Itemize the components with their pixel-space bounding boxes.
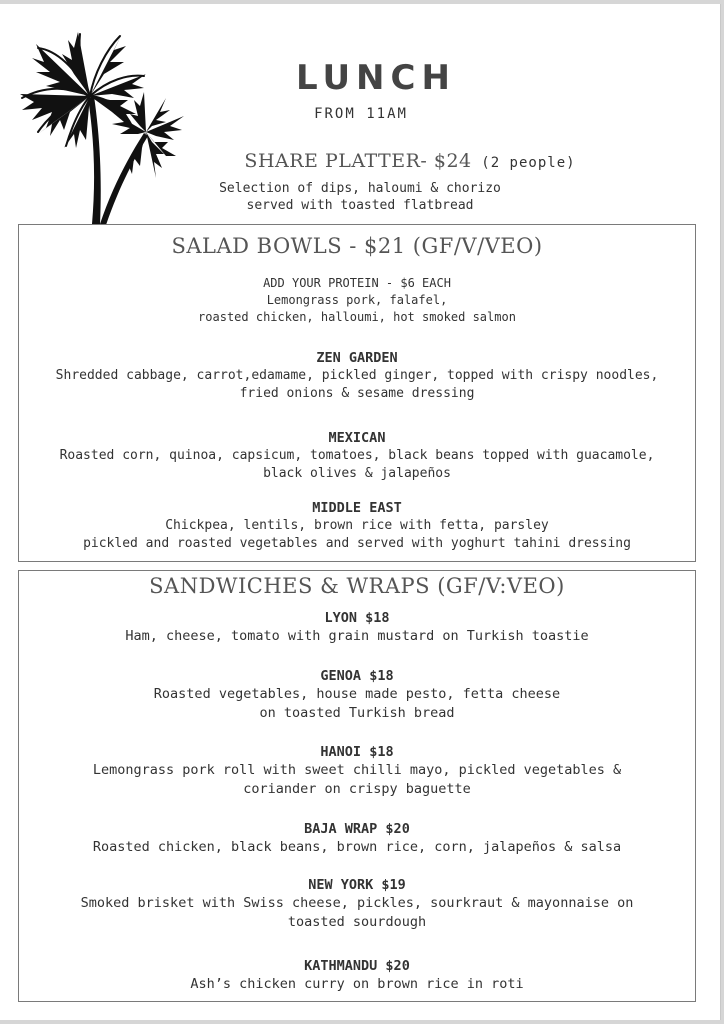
- share-platter-desc-line1: Selection of dips, haloumi & chorizo: [219, 181, 501, 196]
- item-desc-line2: fried onions & sesame dressing: [239, 385, 475, 401]
- protein-line1: Lemongrass pork, falafel,: [266, 293, 448, 307]
- list-item: [19, 820, 695, 857]
- item-desc-line1: Shredded cabbage, carrot,edamame, pickled ginger, topped with crispy noodles,: [55, 368, 659, 383]
- list-item: [19, 609, 695, 646]
- list-item: [19, 499, 695, 552]
- list-item: [19, 429, 695, 482]
- item-name: BAJA WRAP $20: [304, 821, 410, 837]
- menu-subtitle: FROM 11AM: [314, 106, 408, 122]
- menu-page: [0, 4, 721, 1020]
- item-desc-line2: black olives & jalapeños: [263, 465, 451, 481]
- protein-line2: roasted chicken, halloumi, hot smoked salmon: [198, 310, 516, 324]
- item-name: KATHMANDU $20: [304, 958, 410, 974]
- list-item: [19, 957, 695, 994]
- item-desc-line1: Smoked brisket with Swiss cheese, pickles, sourkraut & mayonnaise on: [80, 895, 634, 911]
- item-name: MEXICAN: [328, 430, 386, 446]
- share-platter-people: (2 people): [481, 155, 576, 171]
- list-item: [19, 349, 695, 402]
- item-desc-line2: coriander on crispy baguette: [243, 781, 471, 797]
- item-desc-line1: Lemongrass pork roll with sweet chilli mayo, pickled vegetables &: [92, 762, 622, 778]
- item-desc-line1: Ham, cheese, tomato with grain mustard on Turkish toastie: [125, 628, 589, 644]
- salad-bowls-heading: SALAD BOWLS - $21 (GF/V/VEO): [171, 234, 543, 258]
- item-desc-line2: pickled and roasted vegetables and served with yoghurt tahini dressing: [83, 535, 631, 551]
- item-desc-line1: Ash’s chicken curry on brown rice in roti: [190, 976, 524, 992]
- share-platter-heading: [150, 150, 670, 172]
- item-desc-line1: Roasted vegetables, house made pesto, fetta cheese: [153, 686, 561, 702]
- sandwiches-heading: SANDWICHES & WRAPS (GF/V:VEO): [149, 574, 565, 598]
- item-name: NEW YORK $19: [308, 877, 406, 893]
- item-desc-line2: on toasted Turkish bread: [259, 705, 455, 721]
- list-item: [19, 743, 695, 799]
- item-name: MIDDLE EAST: [312, 500, 402, 516]
- menu-title-block: [296, 56, 456, 100]
- item-name: ZEN GARDEN: [316, 350, 398, 366]
- share-platter-description: [150, 180, 570, 214]
- item-desc-line2: toasted sourdough: [287, 914, 427, 930]
- item-name: GENOA $18: [320, 668, 394, 684]
- share-platter-desc-line2: served with toasted flatbread: [246, 198, 474, 213]
- sandwiches-section: [18, 570, 696, 1002]
- list-item: [19, 876, 695, 932]
- item-desc-line1: Roasted corn, quinoa, capsicum, tomatoes, black beans topped with guacamole,: [59, 448, 655, 463]
- protein-title: ADD YOUR PROTEIN - $6 EACH: [263, 276, 451, 290]
- share-platter-name: SHARE PLATTER- $24: [244, 150, 472, 172]
- salad-bowls-section: [18, 224, 696, 562]
- item-name: LYON $18: [324, 610, 390, 626]
- item-desc-line1: Roasted chicken, black beans, brown rice, corn, jalapeños & salsa: [92, 839, 622, 855]
- menu-title: LUNCH: [296, 58, 456, 98]
- list-item: [19, 667, 695, 723]
- item-name: HANOI $18: [320, 744, 394, 760]
- item-desc-line1: Chickpea, lentils, brown rice with fetta, parsley: [165, 518, 549, 533]
